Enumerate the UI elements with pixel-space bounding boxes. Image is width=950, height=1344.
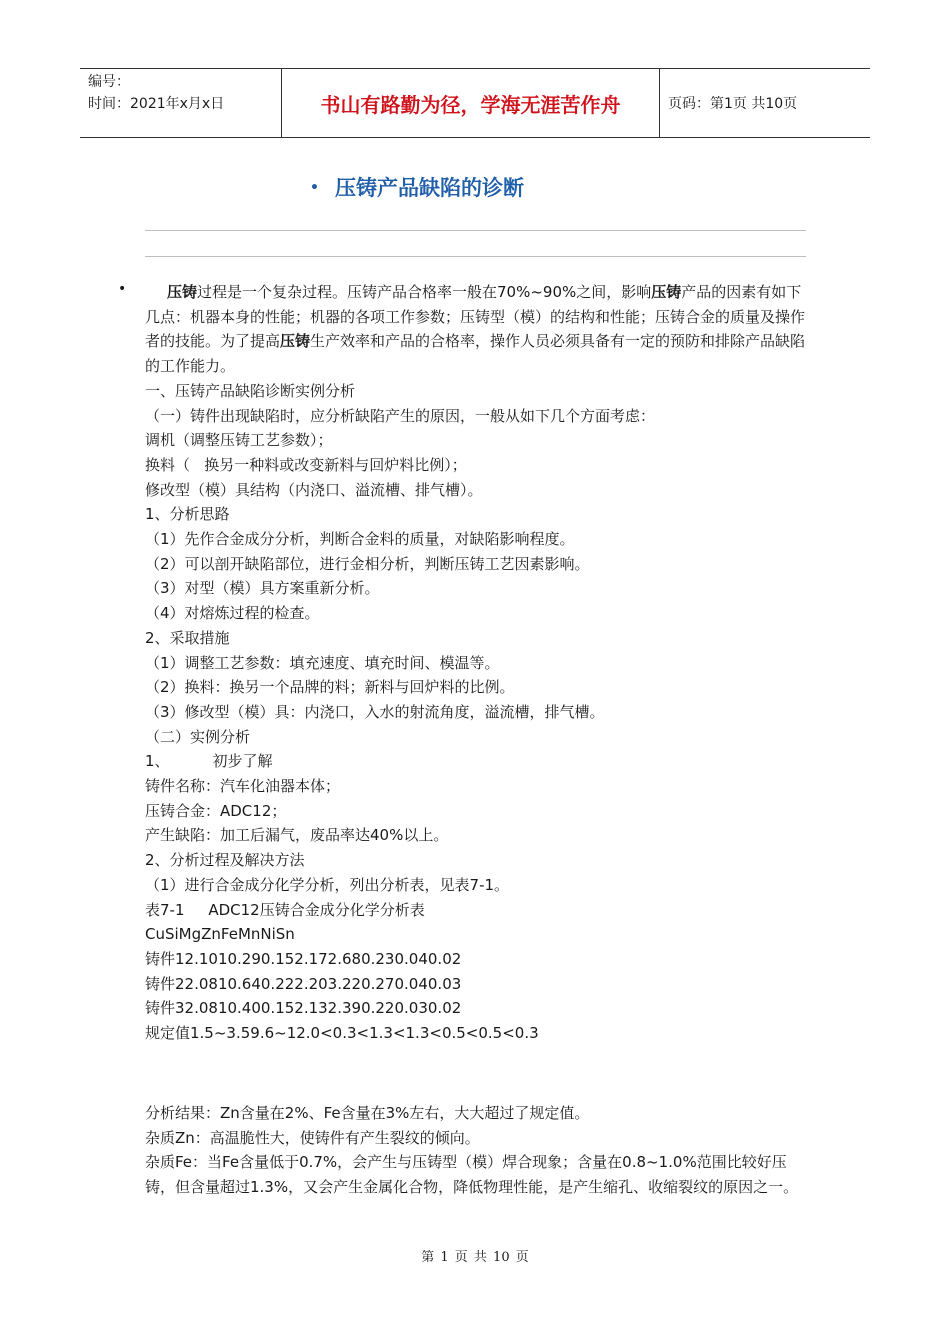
body-line: （2）可以剖开缺陷部位，进行金相分析，判断压铸工艺因素影响。: [145, 554, 590, 573]
body-line: （1）调整工艺参数：填充速度、填充时间、模温等。: [145, 653, 500, 672]
body-line: （二）实例分析: [145, 727, 251, 746]
keyword-bold: 压铸: [651, 283, 682, 301]
document-number-label: 编号：: [88, 74, 130, 90]
body-line: （一）铸件出现缺陷时，应分析缺陷产生的原因，一般从如下几个方面考虑：: [145, 406, 656, 425]
divider-line: [145, 230, 806, 231]
body-line: 产生缺陷：加工后漏气，废品率达40%以上。: [145, 826, 449, 845]
title-bullet: •: [310, 180, 319, 196]
divider-line: [145, 256, 806, 257]
body-line: 铸件12.1010.290.152.172.680.230.040.02: [145, 949, 462, 968]
analysis-result: 分析结果：Zn含量在2%、Fe含量在3%左右，大大超过了规定值。: [145, 1104, 590, 1122]
analysis-section: [145, 1101, 810, 1200]
intro-text: 过程是一个复杂过程。压铸产品合格率一般在70%~90%之间，影响: [197, 283, 652, 301]
page-footer: 第 1 页 共 10 页: [421, 1250, 529, 1265]
intro-text: 产品的因素有如下几点：机器本身的性能；机器的各项工作参数；压铸型（模）的结构和性能；压铸合金的质量及操作者的技能。为了提高: [145, 283, 806, 351]
body-line: 一、压铸产品缺陷诊断实例分析: [145, 381, 356, 400]
body-line: 铸件22.0810.640.222.203.220.270.040.03: [145, 974, 462, 993]
header-meta-cell: [80, 69, 282, 137]
impurity-zn: 杂质Zn：高温脆性大，使铸件有产生裂纹的倾向。: [145, 1128, 480, 1147]
body-line: 2、采取措施: [145, 628, 230, 647]
document-body: [145, 280, 810, 1046]
header-page-info: 页码：第1页 共10页: [668, 96, 798, 112]
impurity-fe: 杂质Fe：当Fe含量低于0.7%，会产生与压铸型（模）焊合现象；含量在0.8~1.0%范围比较好压铸，但含量超过1.3%，又会产生金属化合物，降低物理性能，是产生缩孔、收缩裂纹的原因之一。: [145, 1153, 799, 1197]
body-line: 修改型（模）具结构（内浇口、溢流槽、排气槽）。: [145, 480, 483, 499]
body-line: 压铸合金：ADC12；: [145, 801, 287, 820]
intro-paragraph: [145, 280, 810, 379]
document-date: 时间：2021年x月x日: [88, 96, 225, 112]
body-line: （3）修改型（模）具：内浇口，入水的射流角度，溢流槽，排气槽。: [145, 702, 605, 721]
body-line: 铸件名称：汽车化油器本体；: [145, 777, 341, 796]
body-line: （4）对熔炼过程的检查。: [145, 604, 320, 623]
body-lines: [145, 379, 810, 1046]
body-line: （2）换料：换另一个品牌的料；新料与回炉料的比例。: [145, 678, 515, 697]
body-line: 规定值1.5~3.59.6~12.0<0.3<1.3<1.3<0.5<0.5<0.3: [145, 1024, 539, 1043]
body-line: 调机（调整压铸工艺参数）；: [145, 431, 333, 450]
body-line: 铸件32.0810.400.152.132.390.220.030.02: [145, 999, 462, 1018]
keyword-bold: 压铸: [167, 283, 198, 301]
body-line: 1、 初步了解: [145, 752, 273, 771]
document-title: [310, 172, 524, 202]
page-header-table: [80, 68, 870, 138]
body-line: 换料（ 换另一种料或改变新料与回炉料比例）；: [145, 455, 467, 474]
body-line: （1）进行合金成分化学分析，列出分析表，见表7-1。: [145, 875, 510, 894]
header-motto: 书山有路勤为径，学海无涯苦作舟: [282, 69, 660, 137]
body-line: 1、分析思路: [145, 505, 230, 524]
paragraph-bullet: •: [118, 281, 127, 297]
body-line: （1）先作合金成分分析，判断合金料的质量，对缺陷影响程度。: [145, 530, 575, 549]
intro-text: 生产效率和产品的合格率，操作人员必须具备有一定的预防和排除产品缺陷的工作能力。: [145, 332, 806, 376]
body-line: 表7-1 ADC12压铸合金成分化学分析表: [145, 900, 425, 919]
body-line: 2、分析过程及解决方法: [145, 851, 305, 870]
title-text: 压铸产品缺陷的诊断: [334, 176, 524, 200]
body-line: CuSiMgZnFeMnNiSn: [145, 925, 295, 944]
body-line: （3）对型（模）具方案重新分析。: [145, 579, 380, 598]
keyword-bold: 压铸: [280, 332, 311, 351]
